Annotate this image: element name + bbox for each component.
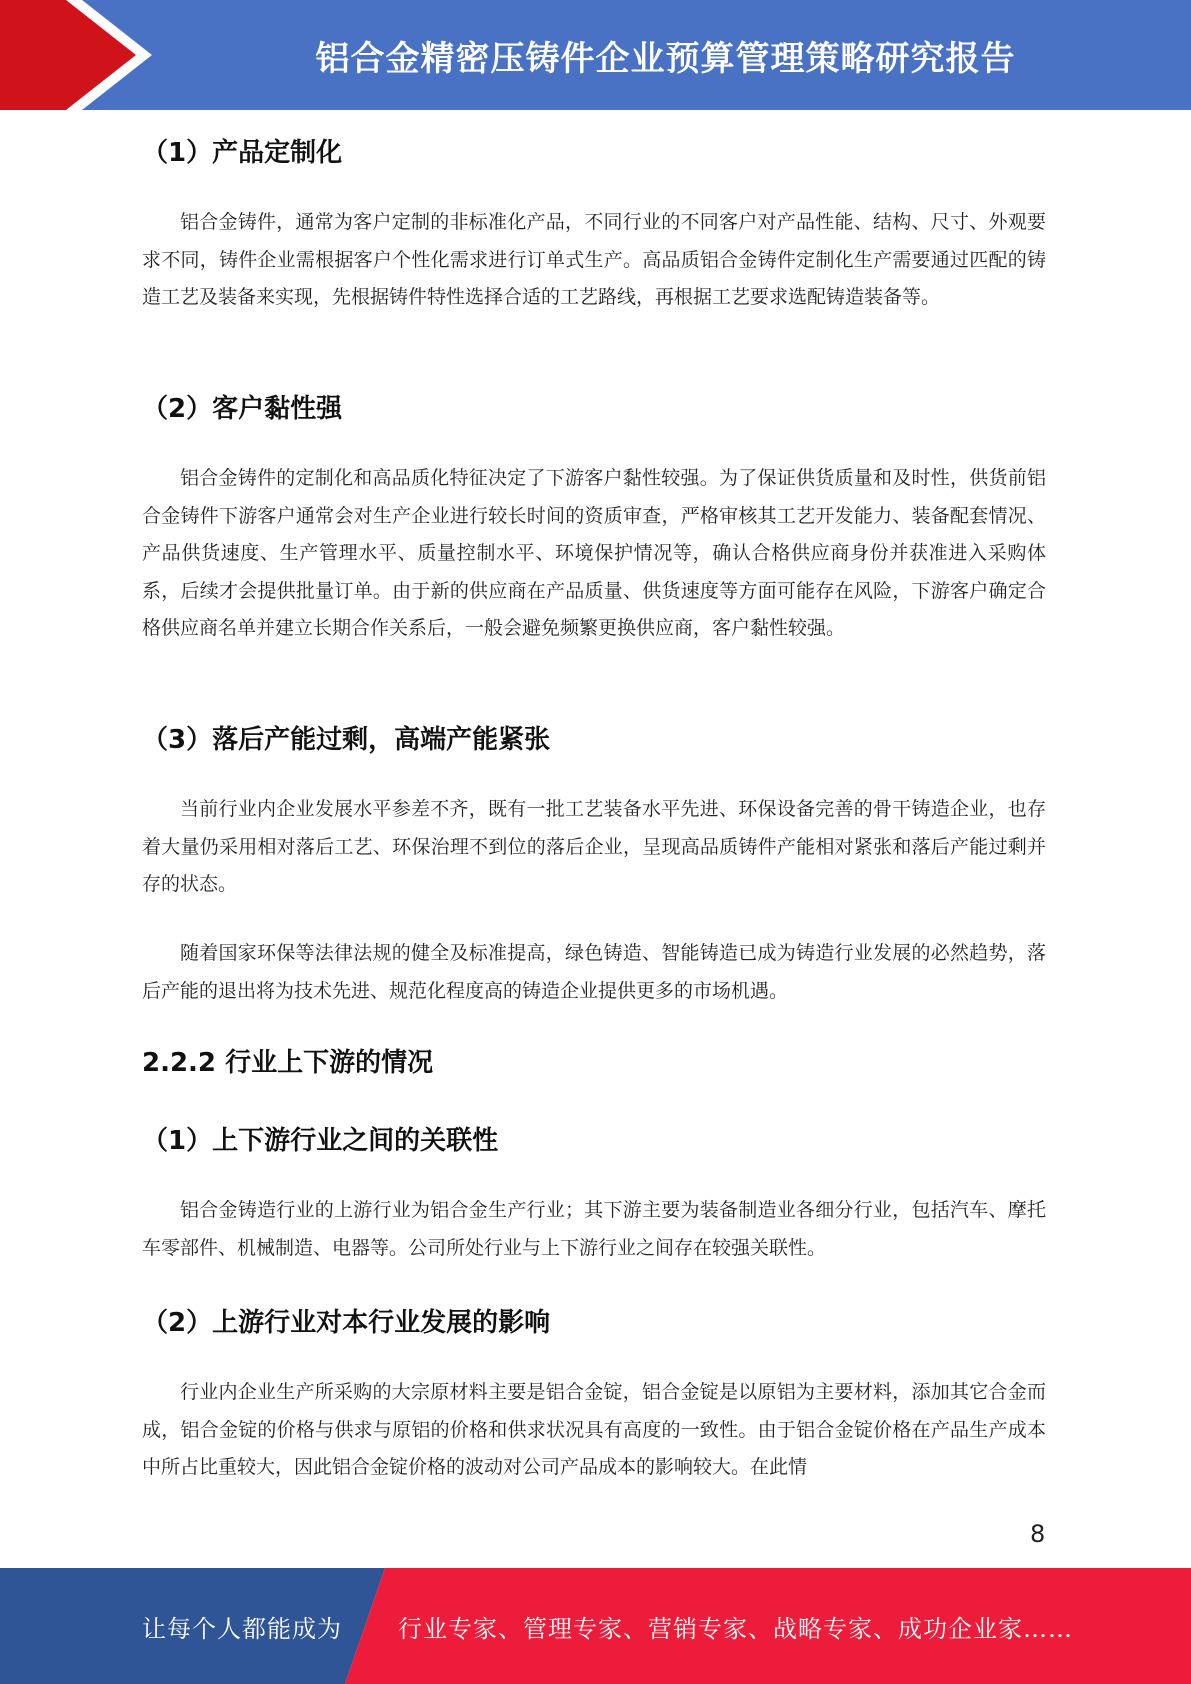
heading-2-2-2: 2.2.2 行业上下游的情况 xyxy=(142,1048,434,1078)
page-header xyxy=(0,0,1191,110)
paragraph-capacity-2: 随着国家环保等法律法规的健全及标准提高，绿色铸造、智能铸造已成为铸造行业发展的必然趋势，落后产能的退出将为技术先进、规范化程度高的铸造企业提供更多的市场机遇。 xyxy=(142,942,1046,1002)
footer-slogan-right: 行业专家、管理专家、营销专家、战略专家、成功企业家…… xyxy=(398,1614,1073,1643)
paragraph-product-customization: 铝合金铸件，通常为客户定制的非标准化产品，不同行业的不同客户对产品性能、结构、尺寸、外观要求不同，铸件企业需根据客户个性化需求进行订单式生产。高品质铝合金铸件定制化生产需要通过匹配的铸造工艺及装备来实现，先根据铸件特性选择合适的工艺路线，再根据工艺要求选配铸造装备等。 xyxy=(142,211,1046,308)
page-number: 8 xyxy=(1030,1520,1046,1548)
document-title: 铝合金精密压铸件企业预算管理策略研究报告 xyxy=(315,38,1016,79)
paragraph-capacity-1: 当前行业内企业发展水平参差不齐，既有一批工艺装备水平先进、环保设备完善的骨干铸造企业，也存着大量仍采用相对落后工艺、环保治理不到位的落后企业，呈现高品质铸件产能相对紧张和落后产能过剩并存的状态。 xyxy=(142,798,1046,895)
page-footer xyxy=(0,1568,1191,1684)
header-arrow-logo xyxy=(0,0,160,110)
heading-upstream-impact: （2）上游行业对本行业发展的影响 xyxy=(142,1308,551,1338)
paragraph-upstream-impact: 行业内企业生产所采购的大宗原材料主要是铝合金锭，铝合金锭是以原铝为主要材料，添加其它合金而成，铝合金锭的价格与供求与原铝的价格和供求状况具有高度的一致性。由于铝合金锭价格在产品生产成本中所占比重较大，因此铝合金锭价格的波动对公司产品成本的影响较大。在此情 xyxy=(142,1381,1046,1478)
heading-product-customization: （1）产品定制化 xyxy=(142,138,343,168)
paragraph-customer-stickiness: 铝合金铸件的定制化和高品质化特征决定了下游客户黏性较强。为了保证供货质量和及时性，供货前铝合金铸件下游客户通常会对生产企业进行较长时间的资质审查，严格审核其工艺开发能力、装备配套情况、产品供货速度、生产管理水平、质量控制水平、环境保护情况等，确认合格供应商身份并获准进入采购体系，后续才会提供批量订单。由于新的供应商在产品质量、供货速度等方面可能存在风险，下游客户确定合格供应商名单并建立长期合作关系后，一般会避免频繁更换供应商，客户黏性较强。 xyxy=(142,467,1046,639)
heading-customer-stickiness: （2）客户黏性强 xyxy=(142,394,343,424)
heading-upstream-downstream-relation: （1）上下游行业之间的关联性 xyxy=(142,1126,499,1156)
paragraph-upstream-downstream-relation: 铝合金铸造行业的上游行业为铝合金生产行业；其下游主要为装备制造业各细分行业，包括汽车、摩托车零部件、机械制造、电器等。公司所处行业与上下游行业之间存在较强关联性。 xyxy=(142,1199,1046,1259)
footer-slogan-left: 让每个人都能成为 xyxy=(142,1614,342,1643)
heading-capacity: （3）落后产能过剩，高端产能紧张 xyxy=(142,725,551,755)
